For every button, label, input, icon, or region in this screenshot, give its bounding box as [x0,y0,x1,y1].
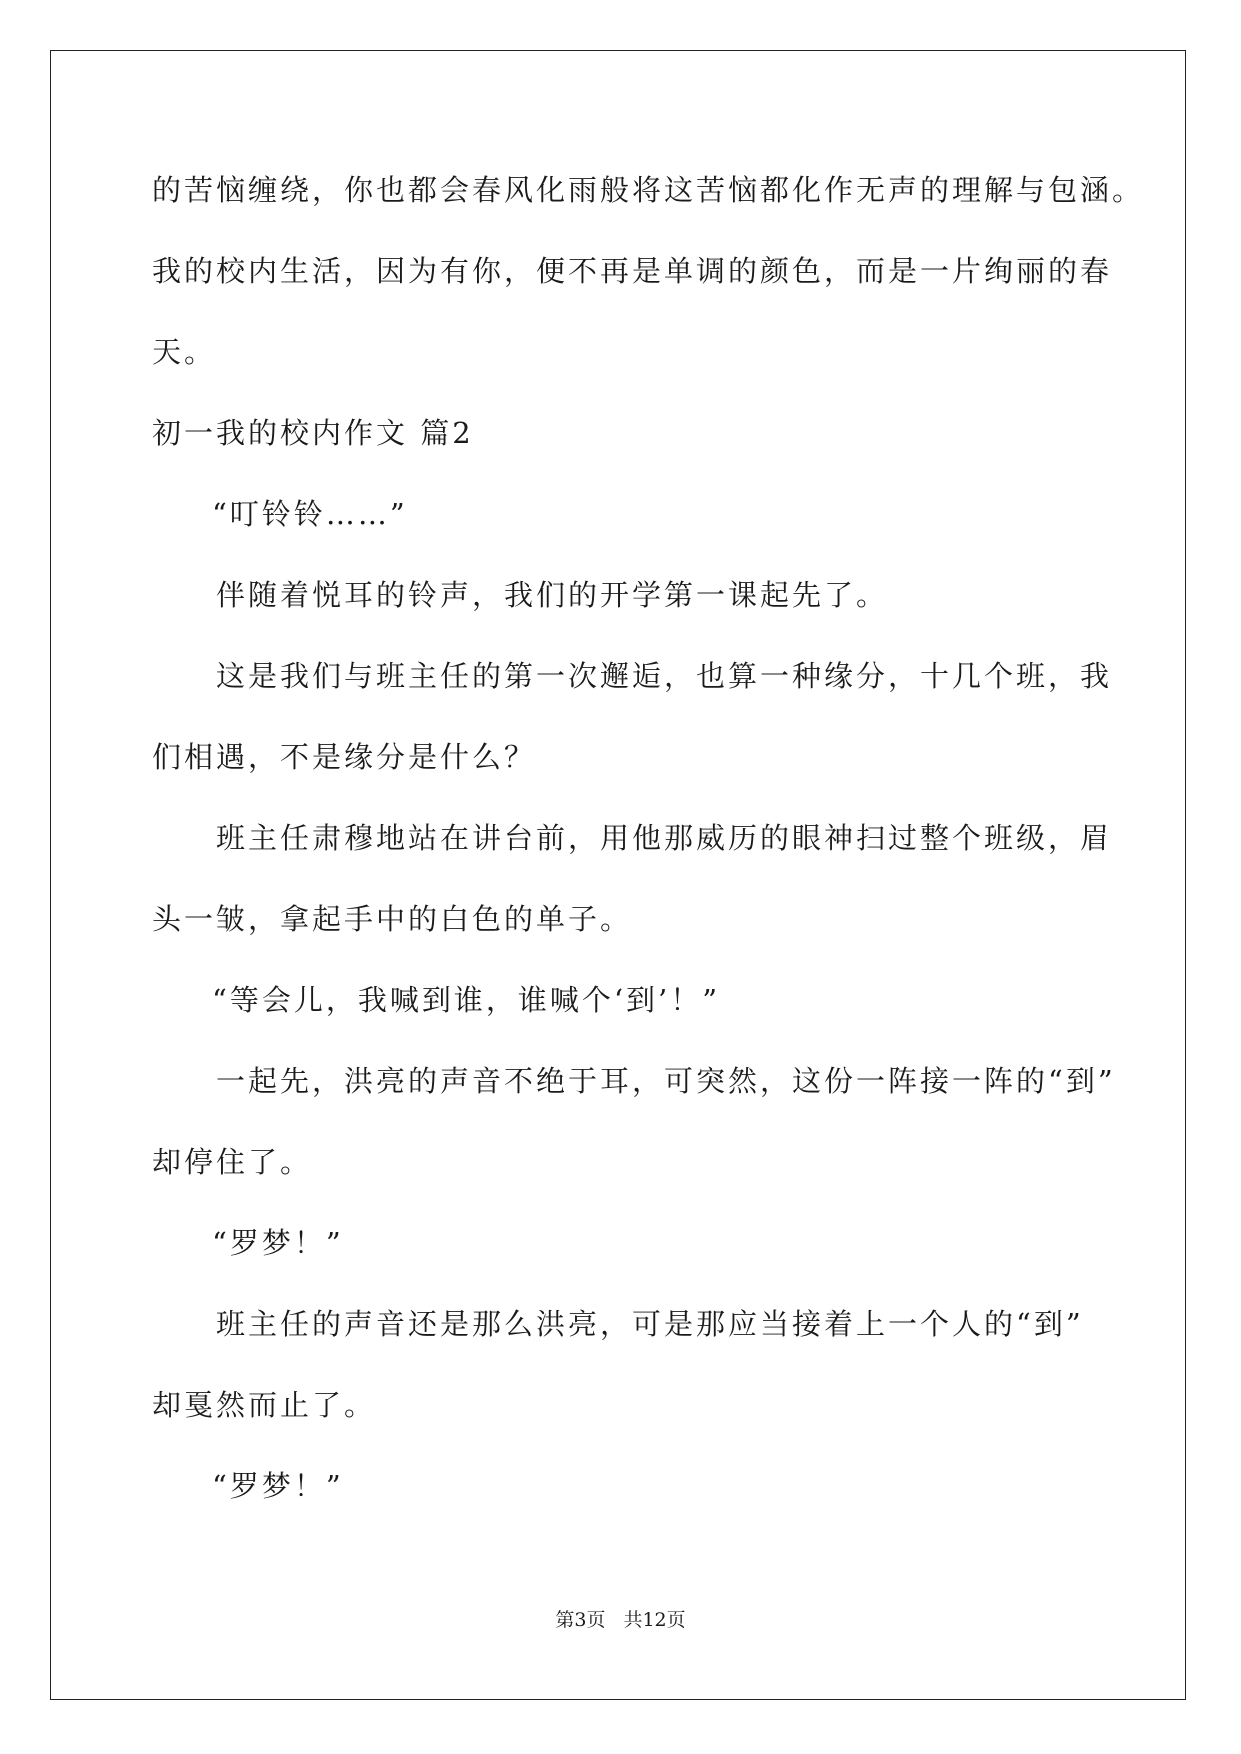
body-line: 的苦恼缠绕，你也都会春风化雨般将这苦恼都化作无声的理解与包涵。 [152,173,1145,207]
body-line: 天。 [152,335,217,369]
body-line: “罗梦！” [212,1226,344,1260]
body-line: 伴随着悦耳的铃声，我们的开学第一课起先了。 [216,578,889,612]
body-line: “罗梦！” [212,1469,344,1503]
body-line: “等会儿，我喊到谁，谁喊个‘到’！” [212,983,721,1017]
page-total: 共12页 [623,1609,686,1631]
page-border [50,50,1186,1700]
body-line: 这是我们与班主任的第一次邂逅，也算一种缘分，十几个班，我 [216,659,1113,693]
body-line: 班主任肃穆地站在讲台前，用他那威历的眼神扫过整个班级，眉 [216,821,1113,855]
section-heading: 初一我的校内作文 篇2 [152,416,474,450]
body-line: “叮铃铃……” [212,497,408,531]
body-line: 一起先，洪亮的声音不绝于耳，可突然，这份一阵接一阵的“到” [216,1064,1116,1098]
body-line: 们相遇，不是缘分是什么？ [152,740,537,774]
page-footer [0,1608,1241,1632]
body-line: 班主任的声音还是那么洪亮，可是那应当接着上一个人的“到” [216,1307,1084,1341]
body-line: 却戛然而止了。 [152,1388,377,1422]
body-line: 却停住了。 [152,1145,313,1179]
body-line: 头一皱，拿起手中的白色的单子。 [152,902,633,936]
page-number: 第3页 [555,1609,606,1631]
body-line: 我的校内生活，因为有你，便不再是单调的颜色，而是一片绚丽的春 [152,254,1113,288]
